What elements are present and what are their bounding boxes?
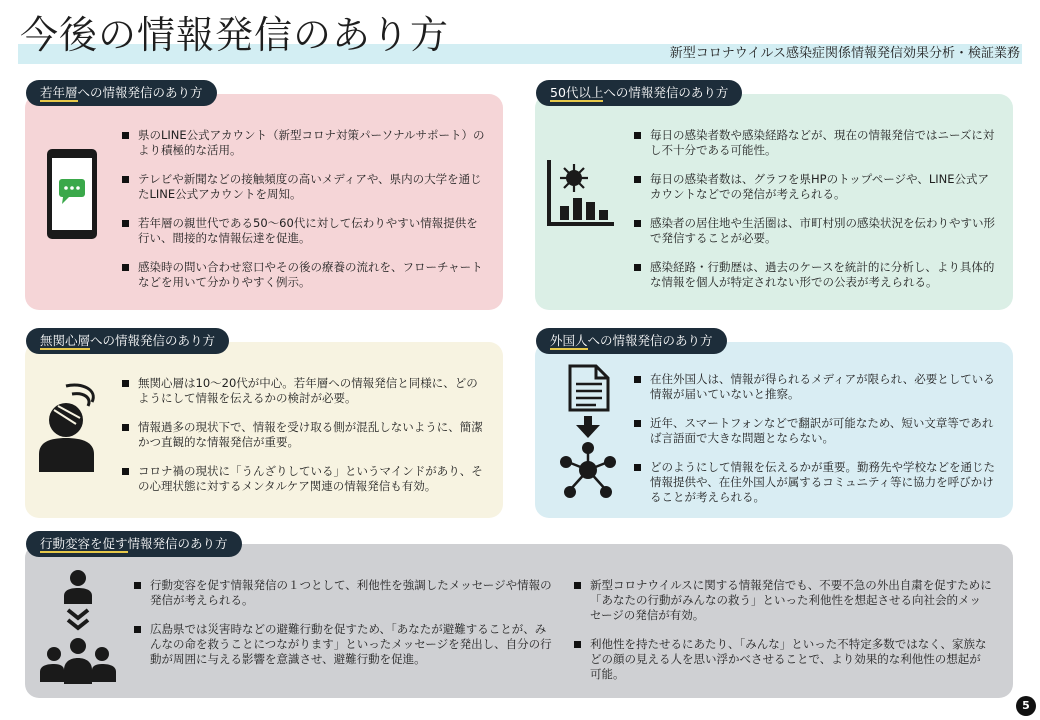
virus-chart-icon bbox=[546, 158, 616, 228]
list-item: 無関心層は10～20代が中心。若年層への情報発信と同様に、どのようにして情報を伝えるかの検討が必要。 bbox=[122, 376, 488, 406]
foreigners-bullet-list bbox=[634, 372, 996, 519]
over50-bullet-list bbox=[634, 128, 996, 304]
foreigners-tab-highlight: 外国人 bbox=[550, 333, 588, 348]
behavior-bullet-list-right bbox=[574, 578, 992, 696]
foreigners-tab-rest: への情報発信のあり方 bbox=[587, 333, 713, 348]
list-item: 情報過多の現状下で、情報を受け取る側が混乱しないように、簡潔かつ直観的な情報発信が重要。 bbox=[122, 420, 488, 450]
list-item: 感染者の居住地や生活圏は、市町村別の感染状況を伝わりやすい形で発信することが必要。 bbox=[634, 216, 996, 246]
list-item: 感染経路・行動歴は、過去のケースを統計的に分析し、より具体的な情報を個人が特定されない形での公表が考えられる。 bbox=[634, 260, 996, 290]
behavior-section-tab bbox=[26, 531, 242, 557]
over50-tab-rest: への情報発信のあり方 bbox=[603, 85, 729, 100]
list-item: 近年、スマートフォンなどで翻訳が可能なため、短い文章等であれば言語面で大きな問題とならない。 bbox=[634, 416, 996, 446]
list-item: 行動変容を促す情報発信の１つとして、利他性を強調したメッセージや情報の発信が考えられる。 bbox=[134, 578, 552, 608]
indifferent-tab-highlight: 無関心層 bbox=[40, 333, 91, 348]
smartphone-chat-icon bbox=[46, 148, 98, 240]
list-item: 毎日の感染者数や感染経路などが、現在の情報発信ではニーズに対し不十分である可能性。 bbox=[634, 128, 996, 158]
list-item: 県のLINE公式アカウント（新型コロナ対策パーソナルサポート）のより積極的な活用。 bbox=[122, 128, 486, 158]
page-title: 今後の情報発信のあり方 bbox=[20, 13, 450, 57]
indifferent-bullet-list bbox=[122, 376, 488, 508]
confused-person-icon bbox=[36, 380, 102, 474]
behavior-tab-highlight: 行動変容を促す bbox=[40, 536, 128, 551]
list-item: 若年層の親世代である50～60代に対して伝わりやすい情報提供を行い、間接的な情報伝達を促進。 bbox=[122, 216, 486, 246]
youth-tab-highlight: 若年層 bbox=[40, 85, 78, 100]
list-item: 感染時の問い合わせ窓口やその後の療養の流れを、フローチャートなどを用いて分かりやすく例示。 bbox=[122, 260, 486, 290]
page-subtitle: 新型コロナウイルス感染症関係情報発信効果分析・検証業務 bbox=[669, 46, 1020, 61]
behavior-tab-rest: 情報発信のあり方 bbox=[127, 536, 228, 551]
list-item: 広島県では災害時などの避難行動を促すため、「あなたが避難することが、みんなの命を救うことにつながります」といったメッセージを発出し、自分の行動が周囲に与える影響を意識させ、避難行動を促進。 bbox=[134, 622, 552, 667]
page-number: 5 bbox=[1016, 696, 1036, 716]
indifferent-section-tab bbox=[26, 328, 229, 354]
youth-section-tab bbox=[26, 80, 217, 106]
document-network-icon bbox=[556, 362, 620, 502]
youth-tab-rest: への情報発信のあり方 bbox=[77, 85, 203, 100]
behavior-bullet-list-left bbox=[134, 578, 552, 681]
list-item: 利他性を持たせるにあたり、「みんな」といった不特定多数ではなく、家族などの顔の見える人を思い浮かべさせることで、より効果的な利他性の想起が可能。 bbox=[574, 637, 992, 682]
list-item: どのようにして情報を伝えるかが重要。勤務先や学校などを通じた情報提供や、在住外国人が属するコミュニティ等に協力を呼びかけることが考えられる。 bbox=[634, 460, 996, 505]
foreigners-section-tab bbox=[536, 328, 727, 354]
list-item: 毎日の感染者数は、グラフを県HPのトップページや、LINE公式アカウントなどでの発信が考えられる。 bbox=[634, 172, 996, 202]
list-item: コロナ禍の現状に「うんざりしている」というマインドがあり、その心理状態に対するメンタルケア関連の情報発信も有効。 bbox=[122, 464, 488, 494]
over50-section-tab bbox=[536, 80, 742, 106]
person-to-group-icon bbox=[38, 568, 118, 688]
list-item: 新型コロナウイルスに関する情報発信でも、不要不急の外出自粛を促すために「あなたの行動がみんなの救う」といった利他性を想起させる向社会的メッセージの発信が有効。 bbox=[574, 578, 992, 623]
indifferent-tab-rest: への情報発信のあり方 bbox=[90, 333, 216, 348]
youth-bullet-list bbox=[122, 128, 486, 304]
list-item: テレビや新聞などの接触頻度の高いメディアや、県内の大学を通じたLINE公式アカウントを周知。 bbox=[122, 172, 486, 202]
list-item: 在住外国人は、情報が得られるメディアが限られ、必要としている情報が届いていないと推察。 bbox=[634, 372, 996, 402]
over50-tab-highlight: 50代以上 bbox=[550, 85, 604, 100]
